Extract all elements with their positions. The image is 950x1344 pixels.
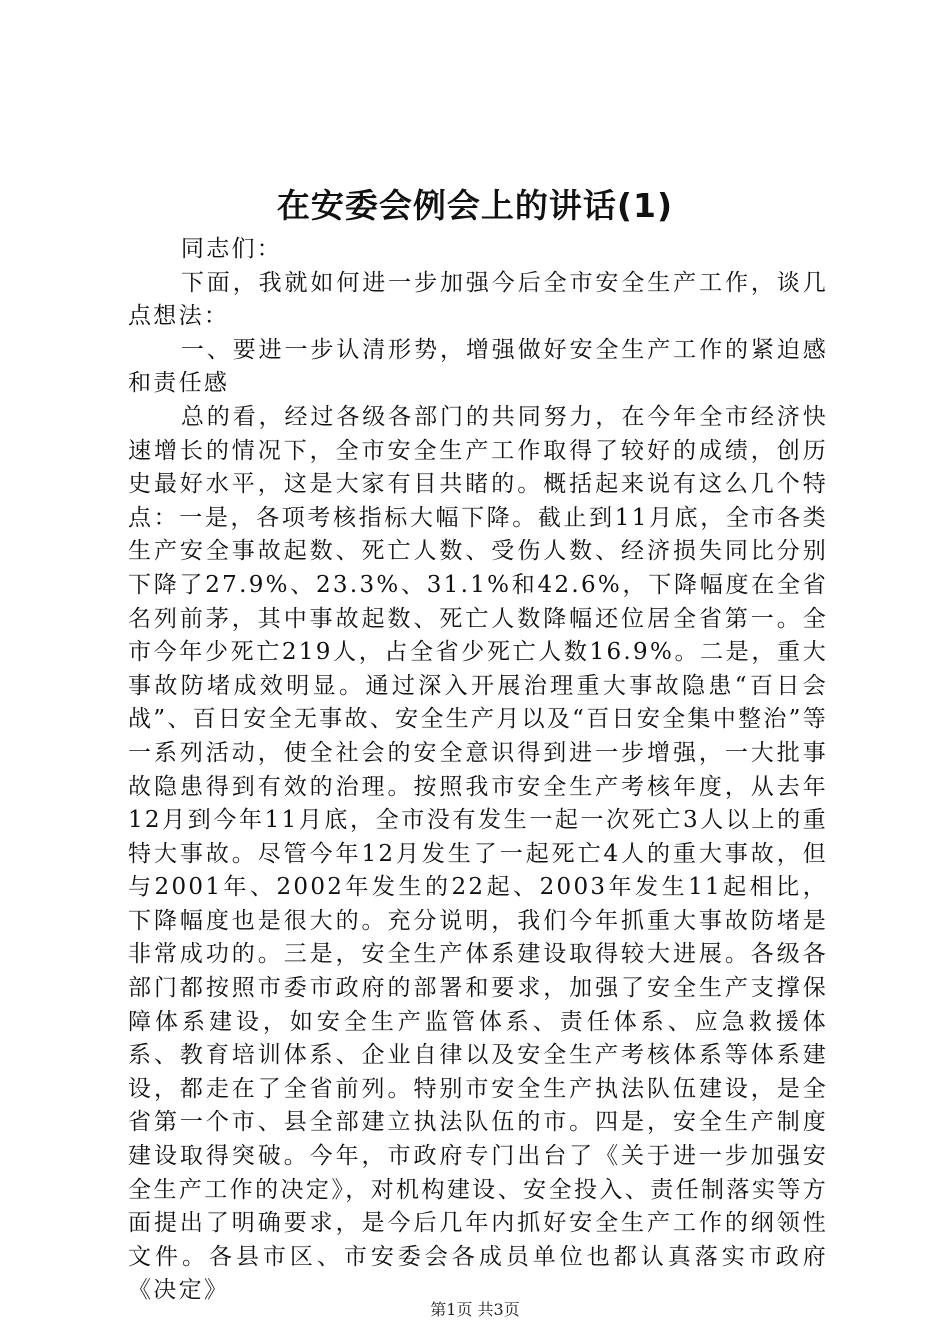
page-footer: 第1页 共3页 — [430, 1300, 520, 1319]
paragraph-greeting: 同志们： — [180, 236, 283, 262]
document-body — [128, 233, 828, 1308]
paragraph-heading-1: 一、要进一步认清形势，增强做好安全生产工作的紧迫感和责任感 — [128, 336, 828, 397]
paragraph-body-1: 总的看，经过各级各部门的共同努力，在今年全市经济快速增长的情况下，全市安全生产工作取得了较好的成绩，创历史最好水平，这是大家有目共睹的。概括起来说有这么几个特点：一是，各项考核指标大幅下降。截止到11月底，全市各类生产安全事故起数、死亡人数、受伤人数、经济损失同比分别下降了27.9%、23.3%、31.1%和42.6%，下降幅度在全省名列前茅，其中事故起数、死亡人数降幅还位居全省第一。全市今年少死亡219人，占全省少死亡人数16.9%。二是，重大事故防堵成效明显。通过深入开展治理重大事故隐患“百日会战”、百日安全无事故、安全生产月以及“百日安全集中整治”等一系列活动，使全社会的安全意识得到进一步增强，一大批事故隐患得到有效的治理。按照我市安全生产考核年度，从去年12月到今年11月底，全市没有发生一起一次死亡3人以上的重特大事故。尽管今年12月发生了一起死亡4人的重大事故，但与2001年、2002年发生的22起、2003年发生11起相比，下降幅度也是很大的。充分说明，我们今年抓重大事故防堵是非常成功的。三是，安全生产体系建设取得较大进展。各级各部门都按照市委市政府的部署和要求，加强了安全生产支撑保障体系建设，如安全生产监管体系、责任体系、应急救援体系、教育培训体系、企业自律以及安全生产考核体系等体系建设，都走在了全省前列。特别市安全生产执法队伍建设，是全省第一个市、县全部建立执法队伍的市。四是，安全生产制度建设取得突破。今年，市政府专门出台了《关于进一步加强安全生产工作的决定》，对机构建设、安全投入、责任制落实等方面提出了明确要求，是今后几年内抓好安全生产工作的纲领性文件。各县市区、市安委会各成员单位也都认真落实市政府《决定》 — [128, 403, 828, 1304]
document-title: 在安委会例会上的讲话(1) — [276, 186, 674, 225]
paragraph-intro: 下面，我就如何进一步加强今后全市安全生产工作，谈几点想法： — [128, 269, 828, 330]
